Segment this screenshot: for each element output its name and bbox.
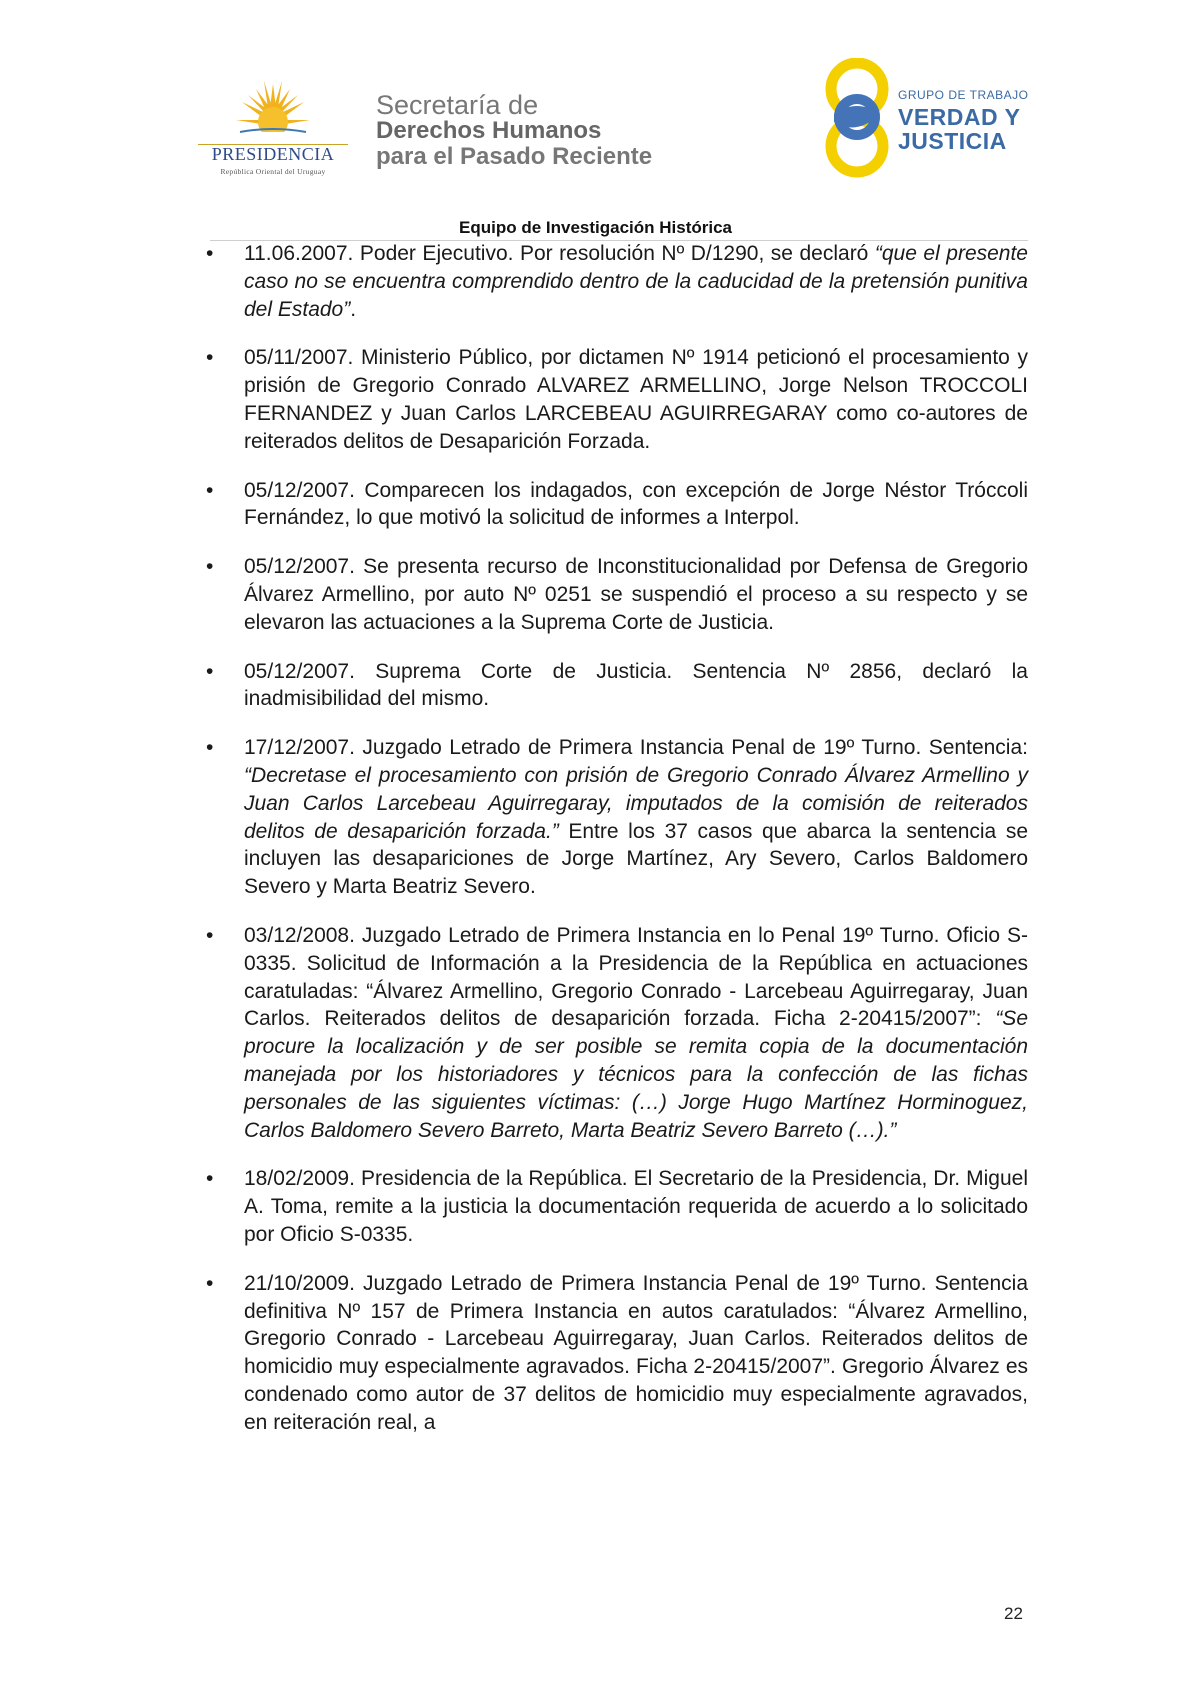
list-item bbox=[206, 477, 1028, 533]
entry-text: 03/12/2008. Juzgado Letrado de Primera Instancia en lo Penal 19º Turno. Oficio S-0335. Solicitud de Información a la Presidencia de la República en actuaciones caratuladas: “Álvarez Armellino, Gregorio Conrado - Larcebeau Aguirregaray, Juan Carlos. Reiterados delitos de desaparición forzada. Ficha 2-20415/2007”: bbox=[244, 923, 1028, 1031]
entry-text: 05/12/2007. Comparecen los indagados, con excepción de Jorge Néstor Tróccoli Fernández, lo que motivó la solicitud de informes a Interpol. bbox=[244, 478, 1028, 530]
secretaria-line-3: para el Pasado Reciente bbox=[376, 143, 653, 170]
bullet-icon: • bbox=[206, 736, 214, 760]
entry-text: 18/02/2009. Presidencia de la República. El Secretario de la Presidencia, Dr. Miguel A. Toma, remite a la justicia la documentación requerida de acuerdo a lo solicitado por Oficio S-0335. bbox=[244, 1167, 1028, 1246]
list-item bbox=[206, 1165, 1028, 1248]
presidencia-name: PRESIDENCIA bbox=[211, 144, 335, 164]
grupo-title-1: VERDAD Y bbox=[898, 104, 1021, 130]
entry-quote: “Se procure la localización y de ser posible se remita copia de la documentación manejada por los historiadores y técnicos para la confección de las fichas personales de las siguientes víctimas: (…) Jorge Hugo Martínez Horminoguez, Carlos Baldomero Severo Barreto, Marta Beatriz Severo Barreto (…).” bbox=[244, 1007, 1028, 1142]
entry-quote: “Decretase el procesamiento con prisión de Gregorio Conrado Álvarez Armellino y Juan Carlos Larcebeau Aguirregaray, imputados de la comisión de reiterados delitos de desaparición forzada.” bbox=[244, 763, 1028, 843]
list-item bbox=[206, 553, 1028, 636]
bullet-icon: • bbox=[206, 659, 214, 683]
bullet-icon: • bbox=[206, 346, 214, 370]
bullet-icon: • bbox=[206, 923, 214, 947]
entry-text: 05/12/2007. Suprema Corte de Justicia. Sentencia Nº 2856, declaró la inadmisibilidad del mismo. bbox=[244, 659, 1028, 711]
presidencia-logo bbox=[198, 78, 348, 178]
entry-text: 05/12/2007. Se presenta recurso de Inconstitucionalidad por Defensa de Gregorio Álvarez Armellino, por auto Nº 0251 se suspendió el proceso a su respecto y se elevaron las actuaciones a la Suprema Corte de Justicia. bbox=[244, 555, 1028, 634]
secretaria-line-2: Derechos Humanos bbox=[376, 117, 602, 144]
entry-text-tail: Entre los 37 casos que abarca la sentencia se incluyen las desapariciones de Jorge Martínez, Ary Severo, Carlos Baldomero Severo y Marta Beatriz Severo. bbox=[244, 819, 1028, 899]
bullet-icon: • bbox=[206, 1271, 214, 1295]
entry-text: 21/10/2009. Juzgado Letrado de Primera Instancia Penal de 19º Turno. Sentencia definitiva Nº 157 de Primera Instancia en autos caratulados: “Álvarez Armellino, Gregorio Conrado - Larcebeau Aguirregaray, Juan Carlos. Reiterados delitos de homicidio muy especialmente agravados. Ficha 2-20415/2007”. Gregorio Álvarez es condenado como autor de 37 delitos de homicidio muy especialmente agravados, en reiteración real, a bbox=[244, 1271, 1028, 1434]
page-number: 22 bbox=[1004, 1604, 1023, 1623]
entry-text: 17/12/2007. Juzgado Letrado de Primera Instancia Penal de 19º Turno. Sentencia: bbox=[244, 736, 1028, 760]
presidencia-subtitle: República Oriental del Uruguay bbox=[220, 167, 326, 176]
list-item bbox=[206, 344, 1028, 455]
rings-icon bbox=[824, 58, 894, 180]
grupo-title-2: JUSTICIA bbox=[898, 128, 1007, 154]
bullet-icon: • bbox=[206, 242, 214, 265]
secretaria-line-1: Secretaría de bbox=[376, 90, 539, 120]
list-item bbox=[206, 658, 1028, 714]
team-heading: Equipo de Investigación Histórica bbox=[459, 218, 732, 237]
sun-icon bbox=[232, 78, 314, 142]
grupo-label: GRUPO DE TRABAJO bbox=[898, 88, 1029, 102]
list-item bbox=[206, 734, 1028, 901]
list-item bbox=[206, 240, 1028, 323]
entry-quote: “que el presente caso no se encuentra comprendido dentro de la caducidad de la pretensión punitiva del Estado” bbox=[244, 242, 1028, 321]
bullet-icon: • bbox=[206, 555, 214, 579]
list-item bbox=[206, 1270, 1028, 1437]
page-header bbox=[0, 0, 1191, 240]
list-item bbox=[206, 922, 1028, 1144]
document-body bbox=[206, 240, 1028, 1457]
verdad-justicia-logo bbox=[824, 58, 1044, 180]
secretaria-logo-text bbox=[376, 92, 652, 170]
entry-text: 11.06.2007. Poder Ejecutivo. Por resolución Nº D/1290, se declaró bbox=[244, 242, 875, 265]
bullet-icon: • bbox=[206, 1167, 214, 1191]
entry-text-tail: . bbox=[350, 297, 357, 321]
entry-text: 05/11/2007. Ministerio Público, por dictamen Nº 1914 peticionó el procesamiento y prisión de Gregorio Conrado ALVAREZ ARMELLINO, Jorge Nelson TROCCOLI FERNANDEZ y Juan Carlos LARCEBEAU AGUIRREGARAY como co-autores de reiterados delitos de Desaparición Forzada. bbox=[244, 346, 1028, 453]
bullet-icon: • bbox=[206, 478, 214, 502]
